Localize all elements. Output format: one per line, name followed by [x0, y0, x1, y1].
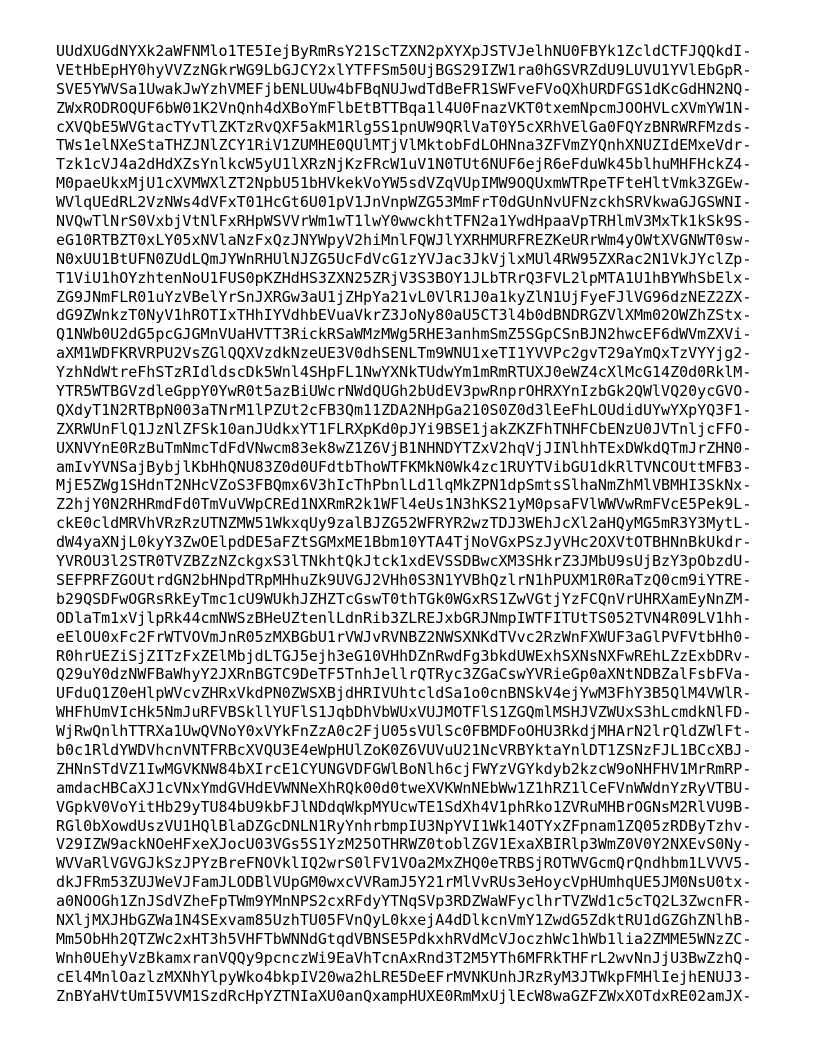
text-line: ZHNnSTdVZ1IwMGVKNW84bXIrcE1CYUNGVDFGWlBoNlh6cjFWYzVGYkdyb2kzcW9oNHFHV1MrRmRP- — [56, 759, 752, 778]
text-line: dW4yaXNjL0kyY3ZwOElpdDE5aFZtSGMxME1Bbm10YTA4TjNoVGxPSzJyVHc2OXVtOTBHNnBkUkdr- — [56, 533, 752, 552]
text-line: b29QSDFwOGRsRkEyTmc1cU9WUkhJZHZTcGswT0thTGk0WGxRS1ZwVGtjYzFCQnVrUHRXamEyNnZM- — [56, 589, 752, 608]
text-line: MjE5ZWg1SHdnT2NHcVZoS3FBQmx6V3hIcThPbnlLd1lqMkZPN1dpSmtsSlhaNmZhMlVBMHI3SkNx- — [56, 476, 752, 495]
text-line: SVE5YWVSa1UwakJwYzhVMEFjbENLUUw4bFBqNUJwdTdBeFR1SWFveFVoQXhURDFGS1dKcGdHN2NQ- — [56, 79, 752, 98]
text-line: NVQwTlNrS0VxbjVtNlFxRHpWSVVrWm1wT1lwY0wwckhtTFN2a1YwdHpaaVpTRHlmV3MxTk1kSk9S- — [56, 212, 752, 231]
text-line: ZXRWUnFlQ1JzNlZFSk10anJUdkxYT1FLRXpKd0pJYi9BSE1jakZKZFhTNHFCbENzU0JVTnljcFFO- — [56, 419, 752, 438]
text-line: UFduQ1Z0eHlpWVcvZHRxVkdPN0ZWSXBjdHRIVUhtcldSa1o0cnBNSkV4ejYwM3FhY3B5QlM4VWlR- — [56, 684, 752, 703]
text-line: Q29uY0dzNWFBaWhyY2JXRnBGTC9DeTF5TnhJellrQTRyc3ZGaCswYVRieGp0aXNtNDBZalFsbFVa- — [56, 665, 752, 684]
text-line: NXljMXJHbGZWa1N4SExvam85UzhTU05FVnQyL0kxejA4dDlkcnVmY1ZwdG5ZdktRU1dGZGhZNlhB- — [56, 910, 752, 929]
text-line: eElOU0xFc2FrWTVOVmJnR05zMXBGbU1rVWJvRVNBZ2NWSXNKdTVvc2RzWnFXWUF3aGlPVFVtbHh0- — [56, 627, 752, 646]
text-line: R0hrUEZiSjZITzFxZElMbjdLTGJ5ejh3eG10VHhDZnRwdFg3bkdUWExhSXNsNXFwREhLZzExbDRv- — [56, 646, 752, 665]
text-line: b0c1RldYWDVhcnVNTFRBcXVQU3E4eWpHUlZoK0Z6VUVuU21NcVRBYktaYnlDT1ZSNzFJL1BCcXBJ- — [56, 740, 752, 759]
text-line: SEFPRFZGOUtrdGN2bHNpdTRpMHhuZk9UVGJ2VHh0S3N1YVBhQzlrN1hPUXM1R0RaTzQ0cm9iYTRE- — [56, 570, 752, 589]
text-line: VEtHbEpHY0hyVVZzNGkrWG9LbGJCY2xlYTFFSm50UjBGS29IZW1ra0hGSVRZdU9LUVU1YVlEbGpR- — [56, 60, 752, 79]
text-line: M0paeUkxMjU1cXVMWXlZT2NpbU51bHVkekVoYW5sdVZqVUpIMW9OQUxmWTRpeTFteHltVmk3ZGEw- — [56, 174, 752, 193]
text-line: RGl0bXowdUszVU1HQlBlaDZGcDNLN1RyYnhrbmpIU3NpYVI1Wk14OTYxZFpnam1ZQ05zRDByTzhv- — [56, 816, 752, 835]
text-line: eG10RTBZT0xLY05xNVlaNzFxQzJNYWpyV2hiMnlFQWJlYXRHMURFREZKeURrWm4yOWtXVGNWT0sw- — [56, 230, 752, 249]
text-line: WjRwQnlhTTRXa1UwQVNoY0xVYkFnZzA0c2FjU05sVUlSc0FBMDFoOHU3RkdjMHArN2lrQldZWlFt- — [56, 722, 752, 741]
text-line: ZWxRODROQUF6bW01K2VnQnh4dXBoYmFlbEtBTTBqa1l4U0FnazVKT0txemNpcmJOOHVLcXVmYW1N- — [56, 98, 752, 117]
encoded-text-block — [56, 42, 751, 1005]
text-line: YVROU3l2STR0TVZBZzNZckgxS3lTNkhtQkJtck1xdEVSSDBwcXM3SHkrZ3JMbU9sUjBzY3pObzdU- — [56, 552, 752, 571]
text-line: dkJFRm53ZUJWeVJFamJLODBlVUpGM0wxcVVRamJ5Y21rMlVvRUs3eHoycVpHUmhqUE5JM0NsU0tx- — [56, 873, 752, 892]
text-line: ZnBYaHVtUmI5VVM1SzdRcHpYZTNIaXU0anQxampHUXE0RmMxUjlEcW8waGZFZWxXOTdxRE02amJX- — [56, 986, 752, 1005]
text-line: WVlqUEdRL2VzNWs4dVFxT01HcGt6U01pV1JnVnpWZG53MmFrT0dGUnNvUFNzckhSRVkwaGJGSWNI- — [56, 193, 752, 212]
text-line: cXVQbE5WVGtacTYvTlZKTzRvQXF5akM1Rlg5S1pnUW9QRlVaT0Y5cXRhVElGa0FQYzBNRWRFMzds- — [56, 117, 752, 136]
text-line: Wnh0UEhyVzBkamxranVQQy9pcnczWi9EaVhTcnAxRnd3T2M5YTh6MFRkTHFrL2wvNnJjU3BwZzhQ- — [56, 948, 752, 967]
text-line: V29IZW9ackNOeHFxeXJocU03VGs5S1YzM25OTHRWZ0toblZGV1ExaXBIRlp3WmZ0V0Y2NXEvS0Ny- — [56, 835, 752, 854]
text-line: QXdyT1N2RTBpN003aTNrM1lPZUt2cFB3Qm11ZDA2NHpGa210S0Z0d3lEeFhLOUdidUYwYXpYQ3F1- — [56, 400, 752, 419]
text-line: TWs1elNXeStaTHZJNlZCY1RiV1ZUMHE0QUlMTjVlMktobFdLOHNna3ZFVmZYQnhXNUZIdEMxeVdr- — [56, 136, 752, 155]
text-line: Mm5ObHh2QTZWc2xHT3h5VHFTbWNNdGtqdVBNSE5PdkxhRVdMcVJoczhWc1hWb1lia2ZMME5WNzZC- — [56, 929, 752, 948]
text-line: amIvYVNSajBybjlKbHhQNU83Z0d0UFdtbThoWTFKMkN0Wk4zc1RUYTVibGU1dkRlTVNCOUttMFB3- — [56, 457, 752, 476]
text-line: Tzk1cVJ4a2dHdXZsYnlkcW5yU1lXRzNjKzFRcW1uV1N0TUt6NUF6ejR6eFduWk45blhuMHFHckZ4- — [56, 155, 752, 174]
text-line: WVVaRlVGVGJkSzJPYzBreFNOVklIQ2wrS0lFV1VOa2MxZHQ0eTRBSjROTWVGcmQrQndhbm1LVVV5- — [56, 854, 752, 873]
text-line: aXM1WDFKRVRPU2VsZGlQQXVzdkNzeUE3V0dhSENLTm9WNU1xeTI1YVVPc2gvT29aYmQxTzVYYjg2- — [56, 344, 752, 363]
text-line: ZG9JNmFLR01uYzVBelYrSnJXRGw3aU1jZHpYa21vL0VlR1J0a1kyZlN1UjFyeFJlVG96dzNEZ2ZX- — [56, 287, 752, 306]
text-line: a0NOOGh1ZnJSdVZheFpTWm9YMnNPS2cxRFdyYTNqSVp3RDZWaWFyclhrTVZWd1c5cTQ2L3ZwcnFR- — [56, 892, 752, 911]
text-line: YzhNdWtreFhSTzRIdldscDk5Wnl4SHpFL1NwYXNkTUdwYm1mRmRTUXJ0eWZ4cXlMcG14Z0d0RklM- — [56, 363, 752, 382]
text-line: amdacHBCaXJ1cVNxYmdGVHdEVWNNeXhRQk00d0tweXVKWnNEbWw1Z1hRZ1lCeFVnWWdnYzRyVTBU- — [56, 778, 752, 797]
text-line: cEl4MnlOazlzMXNhYlpyWko4bkpIV20wa2hLRE5DeEFrMVNKUnhJRzRyM3JTWkpFMHlIejhENUJ3- — [56, 967, 752, 986]
text-line: VGpkV0VoYitHb29yTU84bU9kbFJlNDdqWkpMYUcwTE1SdXh4V1phRko1ZVRuMHBrOGNsM2RlVU9B- — [56, 797, 752, 816]
text-line: T1ViU1hOYzhtenNoU1FUS0pKZHdHS3ZXN25ZRjV3S3BOY1JLbTRrQ3FVL2lpMTA1U1hBYWhSbElx- — [56, 268, 752, 287]
text-line: Q1NWb0U2dG5pcGJGMnVUaHVTT3RickRSaWMzMWg5RHE3anhmSmZ5SGpCSnBJN2hwcEF6dWVmZXVi- — [56, 325, 752, 344]
text-line: Z2hjY0N2RHRmdFd0TmVuVWpCREd1NXRmR2k1WFl4eUs1N3hKS21yM0psaFVlWWVwRmFVcE5Pek9L- — [56, 495, 752, 514]
text-line: UUdXUGdNYXk2aWFNMlo1TE5IejByRmRsY21ScTZXN2pXYXpJSTVJelhNU0FBYk1ZcldCTFJQQkdI- — [56, 42, 752, 60]
text-line: ckE0cldMRVhVRzRzUTNZMW51WkxqUy9zalBJZG52WFRYR2wzTDJ3WEhJcXl2aHQyMG5mR3Y3MytL- — [56, 514, 752, 533]
text-line: dG9ZWnkzT0NyV1hROTIxTHhIYVdhbEVuaVkrZ3JoNy80aU5CT3l4b0dBNDRGZVlXMm02OWZhZStx- — [56, 306, 752, 325]
text-line: YTR5WTBGVzdleGppY0YwR0t5azBiUWcrNWdQUGh2bUdEV3pwRnprOHRXYnIzbGk2QWlVQ20ycGVO- — [56, 382, 752, 401]
text-line: WHFhUmVIcHk5NmJuRFVBSkllYUFlS1JqbDhVbWUxVUJMOTFlS1ZGQmlMSHJVZWUxS3hLcmdkNlFD- — [56, 703, 752, 722]
text-line: ODlaTm1xVjlpRk44cmNWSzBHeUZtenlLdnRib3ZLREJxbGRJNmpIWTFITUtTS052TVN4R09LV1hh- — [56, 608, 752, 627]
text-line: N0xUU1BtUFN0ZUdLQmJYWnRHUlNJZG5UcFdVcG1zYVJac3JkVjlxMUl4RW95ZXRac2N1VkJYclZp- — [56, 249, 752, 268]
text-line: UXNVYnE0RzBuTmNmcTdFdVNwcm83ek8wZ1Z6VjB1NHNDYTZxV2hqVjJINlhhTExDWkdQTmJrZHN0- — [56, 438, 752, 457]
